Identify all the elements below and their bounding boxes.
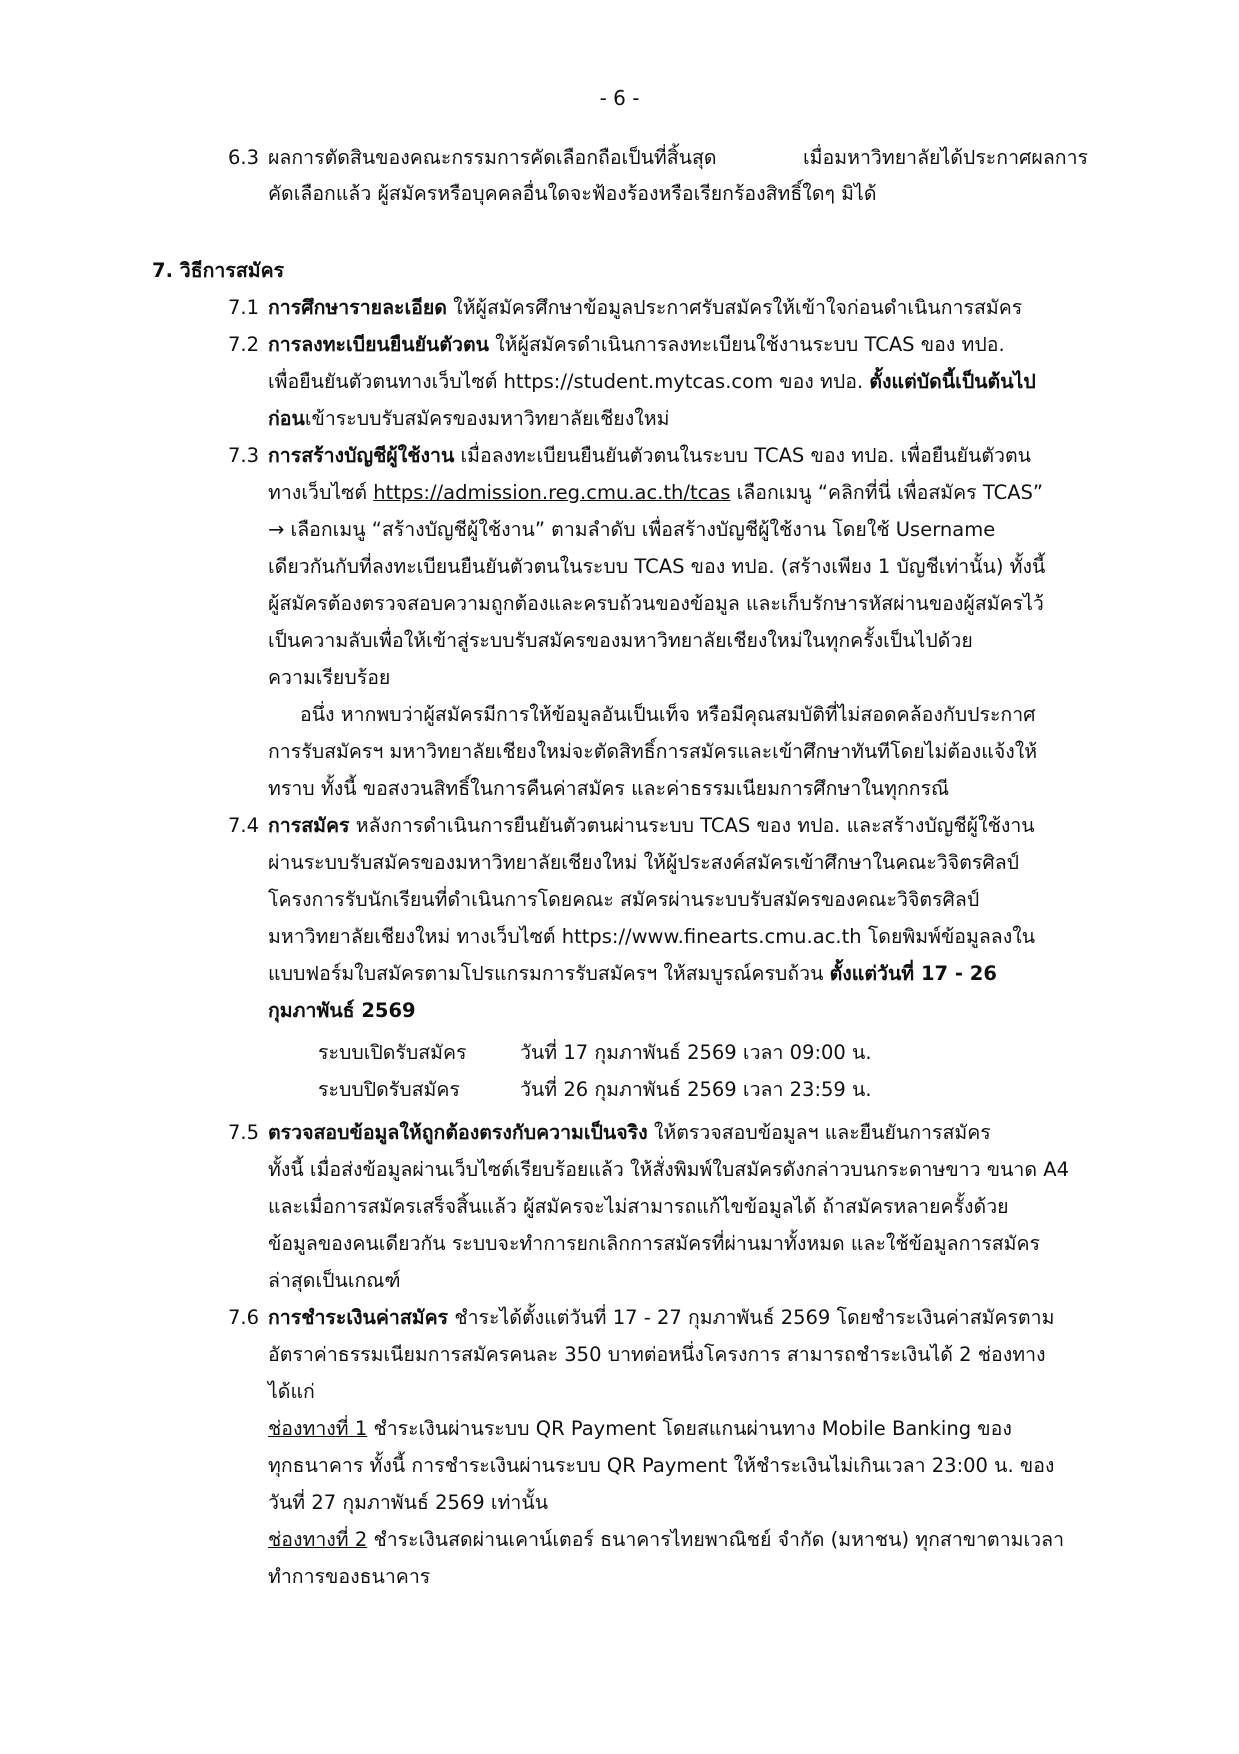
paragraph-line: ทำการของธนาคาร — [268, 1565, 431, 1588]
emphasis-text: ตั้งแต่บัดนี้เป็นต้นไป — [869, 370, 1036, 393]
schedule-label: ระบบปิดรับสมัคร — [318, 1078, 460, 1101]
paragraph-line: ผู้สมัครต้องตรวจสอบความถูกต้องและครบถ้วนของข้อมูล และเก็บรักษารหัสผ่านของผู้สมัครไว้ — [268, 592, 1044, 615]
paragraph-line — [268, 330, 1005, 360]
item-text: เข้าระบบรับสมัครของมหาวิทยาลัยเชียงใหม่ — [304, 407, 670, 430]
paragraph-line: มหาวิทยาลัยเชียงใหม่ ทางเว็บไซต์ https://www.finearts.cmu.ac.th โดยพิมพ์ข้อมูลลงใน — [268, 925, 1036, 948]
paragraph-line: ความเรียบร้อย — [268, 666, 391, 689]
paragraph-line: ทราบ ทั้งนี้ ขอสงวนสิทธิ์ในการคืนค่าสมัคร และค่าธรรมเนียมการศึกษาในทุกกรณี — [268, 777, 950, 800]
item-number: 7.6 — [228, 1306, 260, 1329]
item-text: ให้ผู้สมัครดำเนินการลงทะเบียนใช้งานระบบ TCAS ของ ทปอ. — [488, 333, 1005, 356]
item-number: 7.5 — [228, 1121, 260, 1144]
paragraph-line: ล่าสุดเป็นเกณฑ์ — [268, 1269, 401, 1292]
paragraph-line: โครงการรับนักเรียนที่ดำเนินการโดยคณะ สมัครผ่านระบบรับสมัครของคณะวิจิตรศิลป์ — [268, 888, 980, 911]
channel-label: ช่องทางที่ 1 — [268, 1417, 368, 1440]
paragraph-line — [268, 959, 997, 989]
paragraph-line: วันที่ 27 กุมภาพันธ์ 2569 เท่านั้น — [268, 1491, 549, 1514]
paragraph-line — [268, 478, 1043, 508]
paragraph-line: อัตราค่าธรรมเนียมการสมัครคนละ 350 บาทต่อหนึ่งโครงการ สามารถชำระเงินได้ 2 ช่องทาง — [268, 1343, 1046, 1366]
item-text: ให้ผู้สมัครศึกษาข้อมูลประกาศรับสมัครให้เข้าใจก่อนดำเนินการสมัคร — [446, 296, 1023, 319]
item-text: ให้ตรวจสอบข้อมูลฯ และยืนยันการสมัคร — [647, 1121, 991, 1144]
schedule-label: ระบบเปิดรับสมัคร — [318, 1041, 467, 1064]
item-number: 7.4 — [228, 814, 260, 837]
paragraph-line — [268, 1525, 1064, 1555]
item-number: 7.3 — [228, 444, 260, 467]
page-number: - 6 - — [599, 86, 640, 110]
item-text: ทางเว็บไซต์ — [268, 481, 374, 504]
item-text: เมื่อลงทะเบียนยืนยันตัวตนในระบบ TCAS ของ ทปอ. เพื่อยืนยันตัวตน — [454, 444, 1031, 467]
item-title: การชำระเงินค่าสมัคร — [268, 1306, 449, 1329]
emphasis-text: ก่อน — [268, 407, 305, 430]
paragraph-line: → เลือกเมนู “สร้างบัญชีผู้ใช้งาน” ตามลำดับ เพื่อสร้างบัญชีผู้ใช้งาน โดยใช้ Username — [268, 518, 996, 541]
paragraph-line: ข้อมูลของคนเดียวกัน ระบบจะทำการยกเลิกการสมัครที่ผ่านมาทั้งหมด และใช้ข้อมูลการสมัคร — [268, 1232, 1041, 1255]
paragraph-line: คัดเลือกแล้ว ผู้สมัครหรือบุคคลอื่นใดจะฟ้องร้องหรือเรียกร้องสิทธิ์ใดๆ มิได้ — [268, 182, 877, 205]
paragraph-line — [268, 441, 1031, 471]
paragraph-line: และเมื่อการสมัครเสร็จสิ้นแล้ว ผู้สมัครจะไม่สามารถแก้ไขข้อมูลได้ ถ้าสมัครหลายครั้งด้วย — [268, 1195, 1009, 1218]
item-number: 6.3 — [228, 146, 260, 169]
item-title: ตรวจสอบข้อมูลให้ถูกต้องตรงกับความเป็นจริง — [268, 1121, 648, 1144]
item-text: แบบฟอร์มใบสมัครตามโปรแกรมการรับสมัครฯ ให้สมบูรณ์ครบถ้วน — [268, 962, 830, 985]
item-title: การสร้างบัญชีผู้ใช้งาน — [268, 444, 455, 467]
item-text: ชำระได้ตั้งแต่วันที่ 17 - 27 กุมภาพันธ์ 2569 โดยชำระเงินค่าสมัครตาม — [448, 1306, 1055, 1329]
item-title: การศึกษารายละเอียด — [268, 296, 447, 319]
paragraph-line: ผ่านระบบรับสมัครของมหาวิทยาลัยเชียงใหม่ ให้ผู้ประสงค์สมัครเข้าศึกษาในคณะวิจิตรศิลป์ — [268, 851, 1020, 874]
item-title: การสมัคร — [268, 814, 350, 837]
item-title: การลงทะเบียนยืนยันตัวตน — [268, 333, 489, 356]
paragraph-line — [268, 811, 1035, 841]
paragraph-line — [268, 367, 1036, 397]
paragraph-line: การรับสมัครฯ มหาวิทยาลัยเชียงใหม่จะตัดสิทธิ์การสมัครและเข้าศึกษาทันทีโดยไม่ต้องแจ้งให้ — [268, 740, 1038, 763]
paragraph-line: อนึ่ง หากพบว่าผู้สมัครมีการให้ข้อมูลอันเป็นเท็จ หรือมีคุณสมบัติที่ไม่สอดคล้องกับประกาศ — [300, 703, 1036, 726]
paragraph-line: กุมภาพันธ์ 2569 — [268, 999, 416, 1022]
paragraph-line — [268, 1118, 991, 1148]
item-number: 7.1 — [228, 296, 260, 319]
paragraph-line — [268, 293, 1022, 323]
paragraph-line — [268, 1303, 1054, 1333]
paragraph-line: ทั้งนี้ เมื่อส่งข้อมูลผ่านเว็บไซต์เรียบร้อยแล้ว ให้สั่งพิมพ์ใบสมัครดังกล่าวบนกระดาษขาว ขนาด A4 — [268, 1158, 1069, 1181]
paragraph-line: ทุกธนาคาร ทั้งนี้ การชำระเงินผ่านระบบ QR Payment ให้ชำระเงินไม่เกินเวลา 23:00 น. ของ — [268, 1454, 1055, 1477]
paragraph-line: เป็นความลับเพื่อให้เข้าสู่ระบบรับสมัครของมหาวิทยาลัยเชียงใหม่ในทุกครั้งเป็นไปด้วย — [268, 629, 973, 652]
paragraph-line: ผลการตัดสินของคณะกรรมการคัดเลือกถือเป็นที่สิ้นสุด เมื่อมหาวิทยาลัยได้ประกาศผลการ — [268, 146, 1088, 169]
item-number: 7.2 — [228, 333, 260, 356]
paragraph-line: เดียวกันกับที่ลงทะเบียนยืนยันตัวตนในระบบ TCAS ของ ทปอ. (สร้างเพียง 1 บัญชีเท่านั้น) ทั้งนี้ — [268, 555, 1046, 578]
item-text: เพื่อยืนยันตัวตนทางเว็บไซต์ https://student.mytcas.com ของ ทปอ. — [268, 370, 870, 393]
item-text: ชำระเงินสดผ่านเคาน์เตอร์ ธนาคารไทยพาณิชย์ จำกัด (มหาชน) ทุกสาขาตามเวลา — [367, 1528, 1065, 1551]
item-text: เลือกเมนู “คลิกที่นี่ เพื่อสมัคร TCAS” — [730, 481, 1044, 504]
schedule-value: วันที่ 26 กุมภาพันธ์ 2569 เวลา 23:59 น. — [520, 1078, 872, 1101]
emphasis-text: ตั้งแต่วันที่ 17 - 26 — [829, 962, 997, 985]
channel-label: ช่องทางที่ 2 — [268, 1528, 368, 1551]
admission-link[interactable]: https://admission.reg.cmu.ac.th/tcas — [373, 481, 731, 504]
section-heading: 7. วิธีการสมัคร — [152, 259, 285, 282]
paragraph-line — [268, 404, 670, 434]
item-text: ชำระเงินผ่านระบบ QR Payment โดยสแกนผ่านทาง Mobile Banking ของ — [367, 1417, 1012, 1440]
item-text: หลังการดำเนินการยืนยันตัวตนผ่านระบบ TCAS ของ ทปอ. และสร้างบัญชีผู้ใช้งาน — [349, 814, 1035, 837]
schedule-value: วันที่ 17 กุมภาพันธ์ 2569 เวลา 09:00 น. — [520, 1041, 872, 1064]
paragraph-line: ได้แก่ — [268, 1380, 315, 1403]
paragraph-line — [268, 1414, 1012, 1444]
